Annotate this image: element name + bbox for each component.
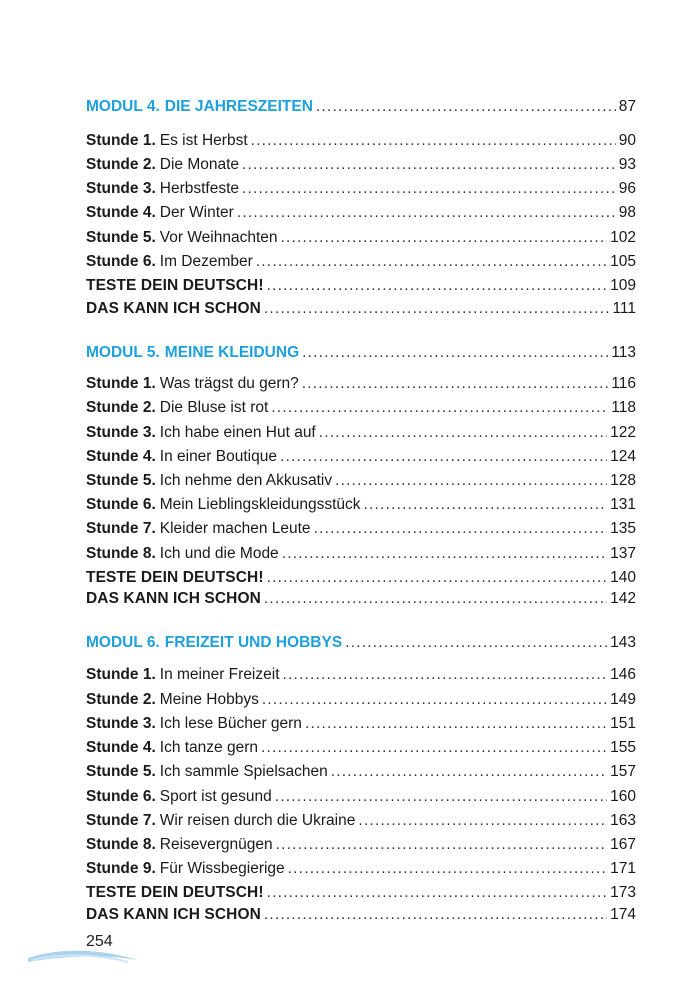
toc-module-heading	[86, 632, 636, 654]
toc-entry-title: Wir reisen durch die Ukraine	[159, 812, 356, 829]
toc-entry-label: Stunde 2.	[86, 399, 156, 416]
toc-entry-label: MODUL 4.	[86, 98, 160, 115]
toc-entry-page: 149	[610, 691, 636, 708]
toc-entry-title: FREIZEIT UND HOBBYS	[164, 634, 343, 651]
dot-leader	[280, 446, 607, 468]
toc-entry-page: 109	[610, 277, 636, 294]
toc-entry-title: Vor Weihnachten	[159, 229, 278, 246]
toc-entry-page: 142	[610, 590, 636, 607]
toc-entry-label: DAS KANN ICH SCHON	[86, 300, 261, 317]
dot-leader	[288, 858, 607, 880]
toc-module-heading	[86, 96, 636, 118]
toc-entry-label: Stunde 2.	[86, 691, 156, 708]
toc-entry-title: Meine Hobbys	[159, 691, 259, 708]
toc-entry-label: Stunde 4.	[86, 448, 156, 465]
toc-entry-page: 113	[611, 344, 636, 361]
toc-entry-page: 171	[610, 860, 636, 877]
dot-leader	[319, 422, 607, 444]
toc-entry-label: Stunde 6.	[86, 788, 156, 805]
toc-entry-label: Stunde 9.	[86, 860, 156, 877]
toc-entry-title: Mein Lieblingskleidungsstück	[159, 496, 361, 513]
toc-entry-page: 155	[610, 739, 636, 756]
dot-leader	[316, 96, 616, 118]
toc-entry-label: MODUL 6.	[86, 634, 160, 651]
dot-leader	[264, 298, 610, 320]
toc-entry	[86, 130, 636, 152]
dot-leader	[271, 397, 608, 419]
toc-entry-label: Stunde 7.	[86, 520, 156, 537]
toc-entry	[86, 567, 636, 589]
dot-leader	[264, 904, 607, 926]
toc-entry-page: 146	[610, 666, 636, 683]
dot-leader	[276, 834, 607, 856]
toc-entry-page: 87	[618, 98, 636, 115]
dot-leader	[261, 737, 607, 759]
toc-entry	[86, 494, 636, 516]
dot-leader	[331, 761, 607, 783]
dot-leader	[314, 518, 608, 540]
toc-entry-title: Sport ist gesund	[159, 788, 272, 805]
toc-entry	[86, 154, 636, 176]
dot-leader	[267, 882, 608, 904]
toc-entry-title: Reisevergnügen	[159, 836, 273, 853]
toc-entry	[86, 298, 636, 320]
toc-entry-label: Stunde 2.	[86, 156, 156, 173]
toc-entry-title: DIE JAHRESZEITEN	[164, 98, 313, 115]
toc-entry-label: Stunde 8.	[86, 836, 156, 853]
toc-entry-page: 140	[610, 569, 636, 586]
toc-entry	[86, 397, 636, 419]
dot-leader	[242, 154, 616, 176]
toc-entry-page: 98	[618, 204, 636, 221]
toc-entry-title: Die Bluse ist rot	[159, 399, 269, 416]
decorative-swoosh-icon	[28, 946, 148, 968]
toc-entry-page: 124	[610, 448, 636, 465]
toc-entry	[86, 882, 636, 904]
toc-entry	[86, 373, 636, 395]
toc-entry	[86, 786, 636, 808]
toc-entry-label: Stunde 4.	[86, 204, 156, 221]
toc-entry-page: 160	[610, 788, 636, 805]
toc-entry-page: 137	[610, 545, 636, 562]
toc-entry	[86, 904, 636, 926]
toc-entry-label: Stunde 4.	[86, 739, 156, 756]
dot-leader	[302, 373, 609, 395]
dot-leader	[281, 227, 608, 249]
dot-leader	[302, 342, 608, 364]
toc-entry-page: 122	[610, 424, 636, 441]
toc-entry-page: 173	[610, 884, 636, 901]
dot-leader	[251, 130, 616, 152]
toc-entry	[86, 251, 636, 273]
toc-entry-page: 116	[611, 375, 636, 392]
toc-entry	[86, 737, 636, 759]
dot-leader	[264, 588, 607, 610]
toc-entry-label: Stunde 1.	[86, 666, 156, 683]
toc-entry	[86, 446, 636, 468]
toc-entry-page: 102	[610, 229, 636, 246]
dot-leader	[267, 275, 608, 297]
dot-leader	[256, 251, 607, 273]
dot-leader	[282, 543, 607, 565]
toc-entry-page: 143	[610, 634, 636, 651]
toc-entry	[86, 202, 636, 224]
toc-entry-title: Ich lese Bücher gern	[159, 715, 302, 732]
dot-leader	[358, 810, 607, 832]
toc-entry-label: Stunde 6.	[86, 253, 156, 270]
toc-entry-label: DAS KANN ICH SCHON	[86, 906, 261, 923]
toc-entry-title: Es ist Herbst	[159, 132, 248, 149]
toc-entry	[86, 664, 636, 686]
toc-entry-page: 131	[610, 496, 636, 513]
dot-leader	[364, 494, 608, 516]
toc-entry-title: Die Monate	[159, 156, 240, 173]
toc-entry-page: 167	[610, 836, 636, 853]
toc-entry	[86, 275, 636, 297]
toc-entry-page: 118	[611, 399, 636, 416]
toc-entry-title: Der Winter	[159, 204, 234, 221]
toc-entry-page: 163	[610, 812, 636, 829]
toc-entry	[86, 543, 636, 565]
toc-entry-label: TESTE DEIN DEUTSCH!	[86, 884, 264, 901]
toc-entry-label: Stunde 1.	[86, 132, 156, 149]
dot-leader	[345, 632, 607, 654]
toc-entry-page: 135	[610, 520, 636, 537]
toc-entry-title: Herbstfeste	[159, 180, 240, 197]
toc-entry-label: Stunde 8.	[86, 545, 156, 562]
dot-leader	[335, 470, 607, 492]
toc-entry	[86, 689, 636, 711]
toc-entry-title: In einer Boutique	[159, 448, 277, 465]
toc-entry	[86, 834, 636, 856]
toc-entry	[86, 858, 636, 880]
toc-entry	[86, 761, 636, 783]
toc-entry-title: Ich und die Mode	[159, 545, 279, 562]
dot-leader	[267, 567, 608, 589]
toc-entry	[86, 422, 636, 444]
toc-entry-label: Stunde 5.	[86, 229, 156, 246]
toc-entry	[86, 227, 636, 249]
toc-entry-page: 111	[612, 300, 636, 317]
toc-entry	[86, 470, 636, 492]
toc-entry-page: 174	[610, 906, 636, 923]
toc-entry-label: Stunde 3.	[86, 424, 156, 441]
toc-entry-title: Im Dezember	[159, 253, 253, 270]
dot-leader	[305, 713, 607, 735]
toc-entry-title: Ich tanze gern	[159, 739, 258, 756]
toc-entry	[86, 588, 636, 610]
toc-entry	[86, 810, 636, 832]
toc-entry-title: In meiner Freizeit	[159, 666, 280, 683]
toc-entry-label: Stunde 3.	[86, 715, 156, 732]
toc-entry-title: Ich habe einen Hut auf	[159, 424, 316, 441]
toc-entry-title: Was trägst du gern?	[159, 375, 299, 392]
toc-entry-title: MEINE KLEIDUNG	[164, 344, 300, 361]
toc-entry-title: Kleider machen Leute	[159, 520, 311, 537]
toc-entry-title: Ich sammle Spielsachen	[159, 763, 328, 780]
toc-entry-page: 93	[618, 156, 636, 173]
dot-leader	[237, 202, 616, 224]
page-number: 254	[86, 933, 113, 950]
toc-entry-page: 151	[610, 715, 636, 732]
toc-entry	[86, 518, 636, 540]
dot-leader	[283, 664, 608, 686]
toc-entry-label: TESTE DEIN DEUTSCH!	[86, 569, 264, 586]
toc-entry-label: Stunde 5.	[86, 763, 156, 780]
toc-entry-label: Stunde 6.	[86, 496, 156, 513]
toc-entry-label: DAS KANN ICH SCHON	[86, 590, 261, 607]
toc-entry-label: Stunde 5.	[86, 472, 156, 489]
toc-module-heading	[86, 342, 636, 364]
toc-entry-label: Stunde 1.	[86, 375, 156, 392]
toc-entry	[86, 713, 636, 735]
toc-entry-page: 128	[610, 472, 636, 489]
toc-entry-label: Stunde 7.	[86, 812, 156, 829]
toc-entry-label: MODUL 5.	[86, 344, 160, 361]
dot-leader	[275, 786, 607, 808]
toc-entry-title: Ich nehme den Akkusativ	[159, 472, 333, 489]
dot-leader	[262, 689, 607, 711]
toc-entry-page: 96	[618, 180, 636, 197]
toc-entry-page: 90	[618, 132, 636, 149]
toc-entry-page: 157	[610, 763, 636, 780]
toc-entry-title: Für Wissbegierige	[159, 860, 285, 877]
toc-entry-page: 105	[610, 253, 636, 270]
dot-leader	[242, 178, 616, 200]
toc-entry	[86, 178, 636, 200]
toc-entry-label: Stunde 3.	[86, 180, 156, 197]
toc-entry-label: TESTE DEIN DEUTSCH!	[86, 277, 264, 294]
